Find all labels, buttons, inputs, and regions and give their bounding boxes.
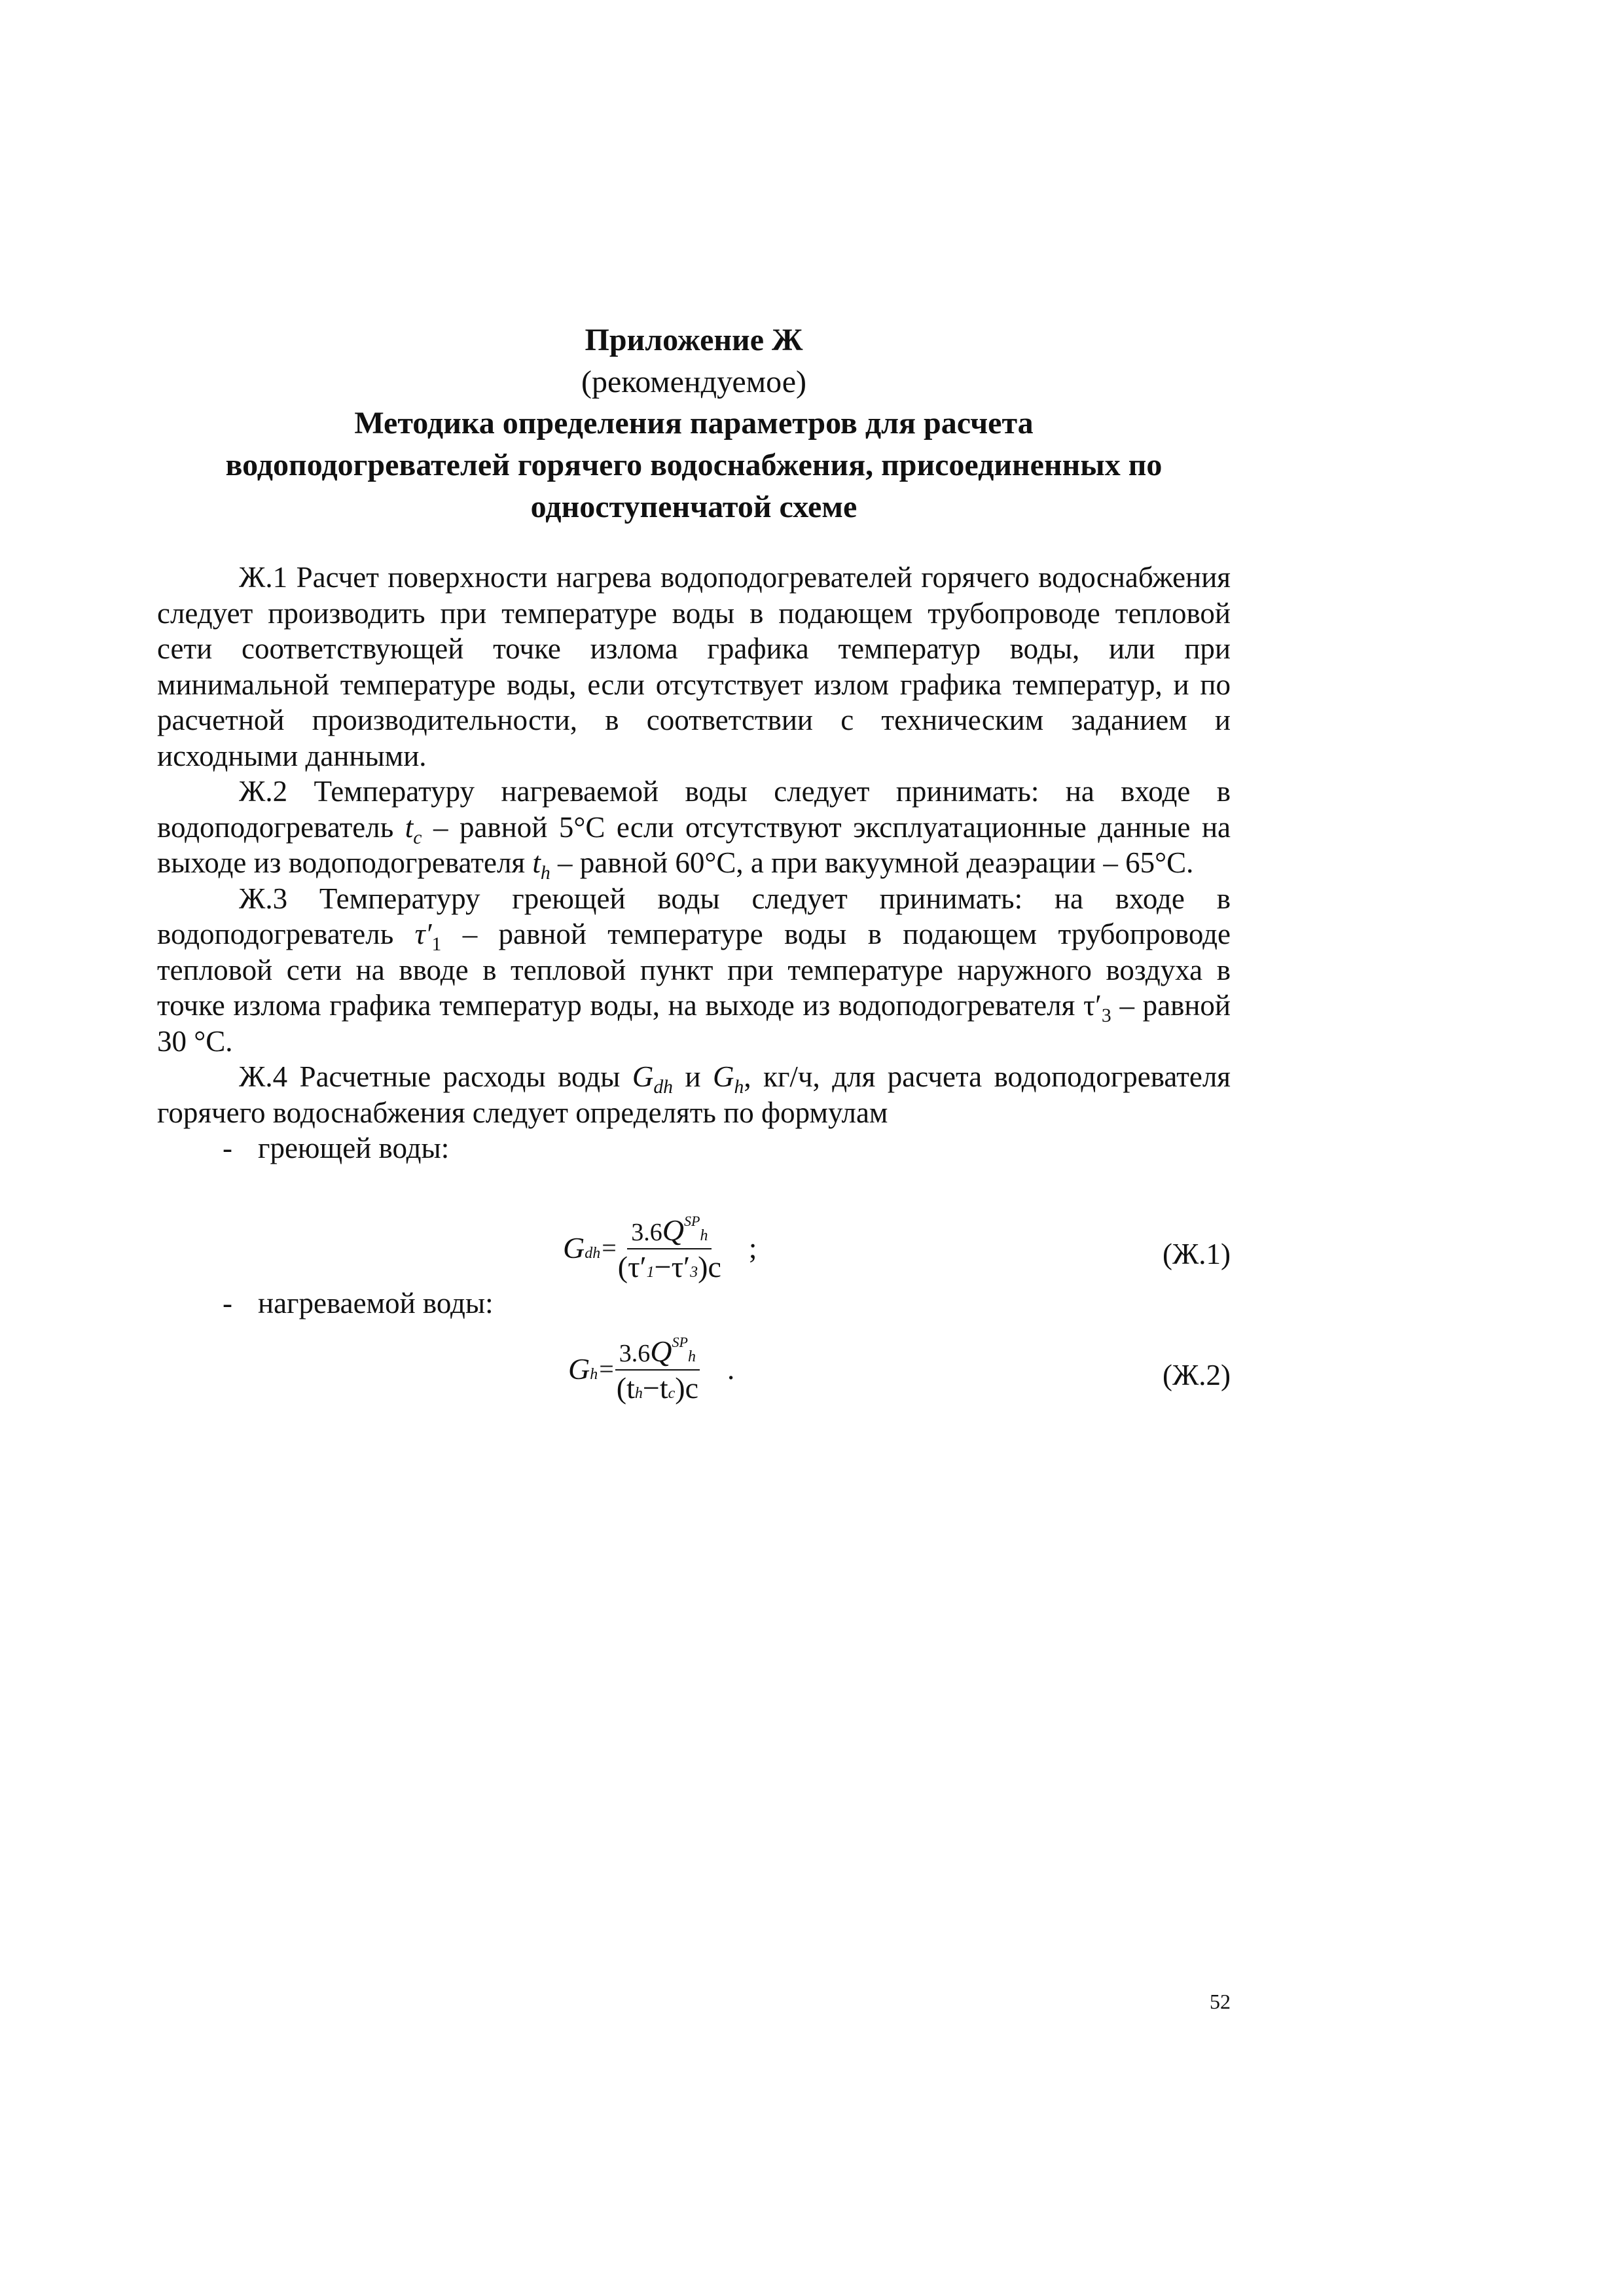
symbol-subscript: dh <box>653 1077 674 1098</box>
method-title-line-2: водоподогревателей горячего водоснабжения, присоединенных по <box>225 448 1163 482</box>
method-title <box>157 403 1231 528</box>
fraction-numerator: $3.6Q^{SP}h$ <box>615 1335 700 1371</box>
equation-number-zh1: (Ж.1) <box>1162 1238 1231 1270</box>
symbol-t: t <box>405 810 414 844</box>
paragraph-text: Ж.3 Температуру греющей воды следует принимать: на входе в водоподогреватель <box>157 882 1231 950</box>
paragraph-zh2 <box>157 774 1231 884</box>
method-title-line-1: Методика определения параметров для расчета <box>354 406 1034 440</box>
paragraph-text: , кг/ч, для расчета водоподогревателя горячего водоснабжения следует определять по формулам <box>157 1060 1231 1129</box>
list-dash: - <box>223 1132 232 1164</box>
formula-lhs: Gdh <box>563 1231 601 1265</box>
appendix-subtitle: (рекомендуемое) <box>581 365 806 399</box>
fraction-denominator: (th−tc)c <box>616 1371 699 1405</box>
paragraph-zh3 <box>157 881 1231 1060</box>
paragraph-text: Ж.2 Температуру нагреваемой воды следует принимать: на входе в водоподогреватель <box>157 775 1231 844</box>
formula-zh2 <box>568 1335 734 1403</box>
formula-zh1 <box>563 1214 757 1282</box>
equation-number-zh2: (Ж.2) <box>1162 1359 1231 1391</box>
paragraph-zh1: Ж.1 Расчет поверхности нагрева водоподогревателей горячего водоснабжения следует производить при температуре воды в подающем трубопроводе тепловой сети соответствующей точке излома графика температур воды, или при минимальной температуре воды, если отсутствует излом графика температур, и по расчетной производительности, в соответствии с техническим заданием и исходными данными. <box>157 561 1231 772</box>
paragraph-text: – равной температуре воды в подающем трубопроводе тепловой сети на вводе в тепловой пункт при температуре наружного воздуха в точке излома графика температур воды, на выходе из водоподогревателя <box>157 918 1231 1022</box>
list-item-heated-water-block <box>157 1285 1231 1321</box>
appendix-title: Приложение Ж <box>585 323 803 357</box>
paragraph-text: Ж.4 Расчетные расходы воды <box>239 1060 632 1093</box>
symbol-subscript: h <box>540 863 550 884</box>
formula-fraction <box>618 1214 721 1282</box>
formula-punctuation: ; <box>748 1231 757 1265</box>
paragraph-text: – равной 30 °С. <box>157 989 1231 1058</box>
symbol-subscript: h <box>734 1077 744 1098</box>
list-dash: - <box>223 1287 232 1319</box>
body-text <box>157 560 1231 1166</box>
symbol-g: G <box>632 1060 654 1093</box>
formula-fraction <box>615 1335 700 1403</box>
symbol-tau: τ′ <box>1083 989 1102 1022</box>
symbol-g: G <box>713 1060 734 1093</box>
symbol-subscript: 1 <box>431 934 442 955</box>
paragraph-text: – равной 5°С если отсутствуют эксплуатационные данные на выходе из водоподогревателя <box>157 810 1231 879</box>
symbol-subscript: c <box>413 827 422 848</box>
fraction-denominator: (τ′1−τ′3)c <box>617 1250 721 1283</box>
symbol-tau: τ′ <box>414 918 432 950</box>
list-item-label: греющей воды: <box>258 1132 450 1164</box>
paragraph-zh4 <box>157 1059 1231 1130</box>
equals-sign: = <box>599 1354 614 1384</box>
equals-sign: = <box>602 1233 617 1263</box>
page-number: 52 <box>1210 1990 1231 2013</box>
symbol-subscript: 3 <box>1101 1005 1111 1026</box>
formula-lhs: Gh <box>568 1352 598 1386</box>
list-item-label: нагреваемой воды: <box>258 1287 494 1319</box>
paragraph-text: и <box>673 1060 713 1093</box>
paragraph-text: – равной 60°С, а при вакуумной деаэрации – 65°С. <box>550 846 1194 879</box>
list-item-heated-water <box>157 1285 1231 1321</box>
formula-punctuation: . <box>727 1352 735 1386</box>
fraction-numerator: $3.6Q^{SP}h$ <box>627 1214 712 1249</box>
list-item-heating-water <box>157 1130 1231 1166</box>
method-title-line-3: одноступенчатой схеме <box>530 490 857 524</box>
symbol-t: t <box>532 846 541 879</box>
